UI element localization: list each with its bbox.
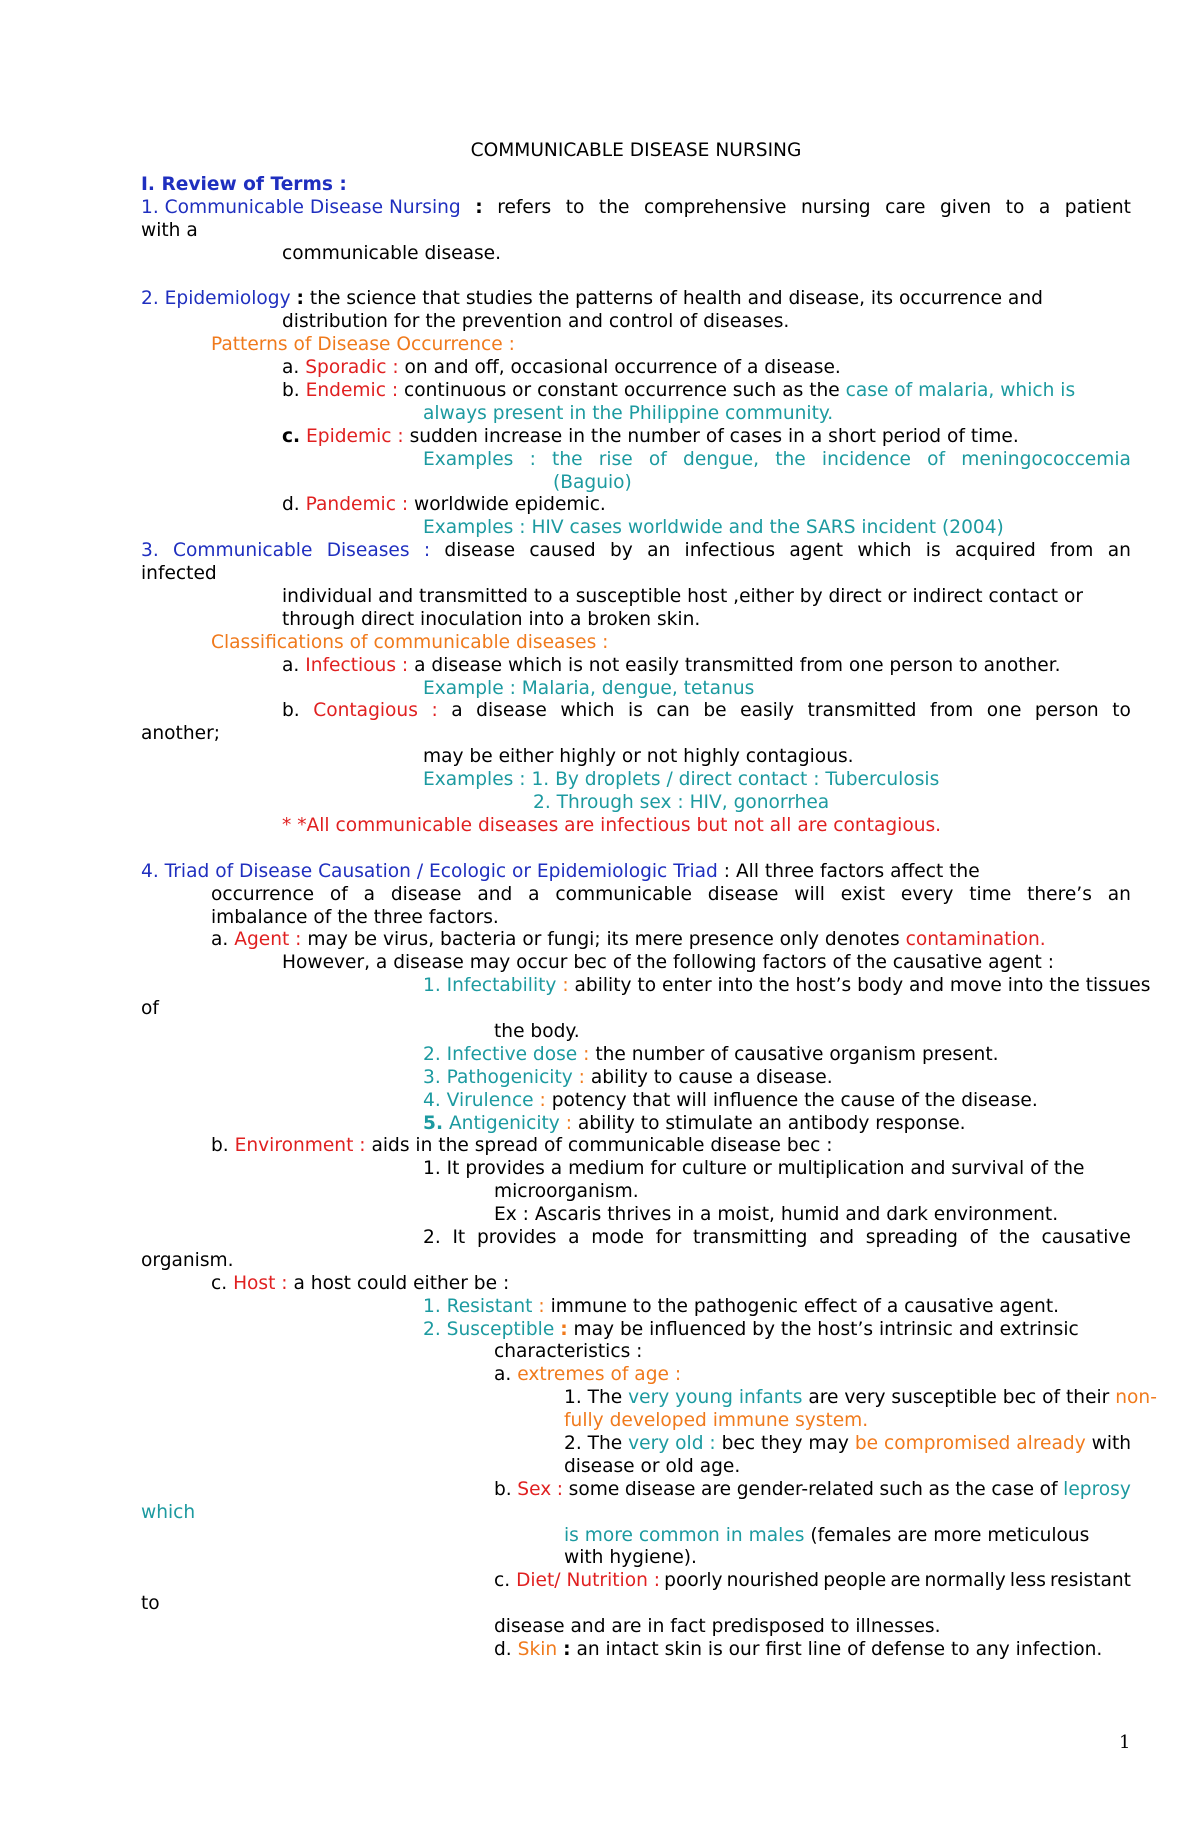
term3-word: caused xyxy=(529,540,596,562)
environment-point-1: 1. It provides a medium for culture or multiplication and survival of the xyxy=(423,1158,1085,1180)
triad-word: an xyxy=(1107,883,1131,905)
env2-word: transmitting xyxy=(692,1226,808,1248)
list-letter: a. xyxy=(211,929,229,951)
contagious-word: is xyxy=(628,700,643,722)
definition: a disease which is not easily transmitted from one person to another. xyxy=(414,654,1061,676)
factor-infective-dose xyxy=(141,1044,1131,1067)
example-word: meningococcemia xyxy=(961,448,1131,470)
term-age: extremes of age : xyxy=(517,1364,682,1386)
pandemic-examples: Examples : HIV cases worldwide and the SARS incident (2004) xyxy=(423,517,1004,539)
note-infectious-contagious: * *All communicable diseases are infectious but not all are contagious. xyxy=(282,814,942,836)
term3-word: by xyxy=(609,540,633,562)
list-letter: b. xyxy=(282,700,300,722)
diet-wrap: to xyxy=(141,1593,160,1615)
env2-word: causative xyxy=(1041,1226,1131,1248)
example-word: the xyxy=(552,448,583,470)
host-colon: : xyxy=(538,1295,545,1317)
text: with xyxy=(1091,1432,1132,1454)
pattern-endemic-continuation: always present in the Philippine community. xyxy=(423,402,834,424)
text: 1. The xyxy=(564,1387,623,1409)
agent-continuation: However, a disease may occur bec of the following factors of the causative agent : xyxy=(282,952,1054,974)
triad-word: there’s xyxy=(1027,883,1092,905)
factor-label: 4. Virulence xyxy=(423,1089,534,1111)
diet-head xyxy=(494,1570,660,1593)
classifications-heading: Classifications of communicable diseases : xyxy=(211,631,609,653)
term2-continuation: distribution for the prevention and control of diseases. xyxy=(282,311,790,333)
list-letter: a. xyxy=(282,357,300,379)
term2-definition: the science that studies the patterns of health and disease, its occurrence and xyxy=(309,288,1043,310)
env2-word: spreading xyxy=(865,1226,958,1248)
env2-word: and xyxy=(819,1226,855,1248)
factor-label: 2. Infective dose xyxy=(423,1043,578,1065)
contagious-word: from xyxy=(929,700,974,722)
contagious-continuation: may be either highly or not highly contagious. xyxy=(423,746,854,768)
term1-word: a xyxy=(1038,196,1051,218)
factor-definition: ability to cause a disease. xyxy=(590,1066,833,1088)
contagious-word: transmitted xyxy=(807,700,917,722)
definition: an intact skin is our first line of defense to any infection. xyxy=(576,1639,1103,1660)
pattern-epidemic xyxy=(141,426,1131,449)
contagious-wrap: another; xyxy=(141,723,220,745)
definition: on and off, occasional occurrence of a disease. xyxy=(404,357,841,379)
factor-definition: the number of causative organism present. xyxy=(595,1043,999,1065)
example-word: Examples xyxy=(423,448,514,470)
epidemic-examples-continuation: (Baguio) xyxy=(553,471,632,493)
triad-word: a xyxy=(363,883,376,905)
diet-continuation: disease and are in fact predisposed to illnesses. xyxy=(494,1616,941,1638)
term-sex-colon: : xyxy=(556,1478,564,1500)
definition: sudden increase in the number of cases in a short period of time. xyxy=(409,425,1019,447)
sex-word: disease xyxy=(624,1478,696,1500)
contagious-examples-2: 2. Through sex : HIV, gonorrhea xyxy=(533,792,830,814)
triad-word: will xyxy=(794,883,825,905)
term-infectious: Infectious : xyxy=(305,654,409,676)
contagious-word: can xyxy=(656,700,690,722)
text: 2. The xyxy=(564,1432,623,1454)
term-contagious: Contagious xyxy=(313,700,418,722)
host-label: 1. Resistant xyxy=(423,1295,533,1317)
example-word: incidence xyxy=(821,448,911,470)
factor-sex xyxy=(141,1479,1131,1502)
environment-example: Ex : Ascaris thrives in a moist, humid and dark environment. xyxy=(494,1204,1059,1226)
list-letter: c. xyxy=(494,1570,511,1592)
factor-definition: ability to enter into the host’s body and move into the tissues xyxy=(574,975,1151,997)
diet-word: nourished xyxy=(726,1570,820,1592)
term3-label-word: Communicable xyxy=(173,540,313,562)
contagious-word: person xyxy=(1034,700,1099,722)
host-resistant xyxy=(141,1296,1131,1319)
triad-word: of xyxy=(329,883,348,905)
example-word: : xyxy=(529,448,536,470)
factor-virulence xyxy=(141,1090,1131,1113)
triad-word: communicable xyxy=(555,883,692,905)
contagious-word: easily xyxy=(740,700,794,722)
env2-word: the xyxy=(999,1226,1030,1248)
diet-word: poorly xyxy=(664,1570,723,1592)
factor-label: 1. Infectability xyxy=(423,975,557,997)
example-word: of xyxy=(927,448,946,470)
term3-word: which xyxy=(857,540,912,562)
triad-word: disease xyxy=(707,883,779,905)
document-title: COMMUNICABLE DISEASE NURSING xyxy=(470,140,802,161)
term-skin-colon: : xyxy=(563,1639,571,1660)
diet-word: are xyxy=(890,1570,921,1592)
term1-word: refers xyxy=(497,196,552,218)
environment-point-2-wrap: organism. xyxy=(141,1249,234,1271)
definition: worldwide epidemic. xyxy=(414,494,606,516)
highlight-contamination: contamination. xyxy=(905,929,1046,951)
diet-word: people xyxy=(823,1570,887,1592)
host-label: 2. Susceptible xyxy=(423,1318,555,1340)
term-sporadic: Sporadic : xyxy=(305,357,399,379)
term-epidemic: Epidemic : xyxy=(306,425,404,447)
env2-word: It xyxy=(452,1226,466,1248)
diet-word: normally xyxy=(924,1570,1006,1592)
triad-agent xyxy=(141,929,1131,952)
term-agent: Agent : xyxy=(234,929,302,951)
factor-colon: : xyxy=(562,975,569,997)
term2-line xyxy=(141,288,1131,311)
pattern-pandemic xyxy=(141,494,1131,517)
age-old xyxy=(141,1433,1131,1456)
sex-word: such xyxy=(879,1478,923,1500)
highlight: is more common in males xyxy=(564,1524,805,1546)
env2-word: of xyxy=(969,1226,988,1248)
definition: aids in the spread of communicable disease bec : xyxy=(371,1135,833,1157)
term1-wrap: with a xyxy=(141,219,198,241)
highlight: very old : xyxy=(628,1432,716,1454)
sex-word: as xyxy=(928,1478,950,1500)
term3-word: disease xyxy=(444,540,516,562)
example-word: the xyxy=(775,448,806,470)
env2-word: for xyxy=(655,1226,682,1248)
sex-word: gender-related xyxy=(736,1478,874,1500)
section-heading-review: I. Review of Terms : xyxy=(141,174,347,195)
diet-word: less xyxy=(1009,1570,1046,1592)
factor-infectability-continuation: the body. xyxy=(494,1020,580,1042)
factor-number: 5. xyxy=(423,1112,444,1134)
definition: may be virus, bacteria or fungi; its mere presence only denotes xyxy=(307,929,900,951)
triad-continuation xyxy=(141,884,1131,907)
document-body xyxy=(141,140,1157,1662)
triad-word: disease xyxy=(390,883,462,905)
contagious-examples-1: Examples : 1. By droplets / direct contact : Tuberculosis xyxy=(423,769,940,791)
highlight: non- xyxy=(1115,1387,1157,1409)
definition: a host could either be : xyxy=(293,1272,510,1294)
class-contagious xyxy=(141,700,1131,723)
term3-word: from xyxy=(1050,540,1094,562)
term-host: Host : xyxy=(233,1272,288,1294)
host-definition: may be influenced by the host’s intrinsic and extrinsic xyxy=(573,1318,1079,1340)
contagious-word: a xyxy=(451,700,463,722)
term1-word: care xyxy=(885,196,926,218)
diet-word: resistant xyxy=(1049,1570,1131,1592)
triad-colon: : xyxy=(723,860,731,882)
environment-point-1-continuation: microorganism. xyxy=(494,1181,639,1203)
triad-word: occurrence xyxy=(211,883,315,905)
term3-word: an xyxy=(1107,540,1131,562)
triad-word: a xyxy=(528,883,540,905)
text: (females are more meticulous xyxy=(810,1524,1090,1546)
term3-label-word: 3. xyxy=(141,540,159,562)
page-number: 1 xyxy=(1119,1732,1131,1753)
term1-continuation: communicable disease. xyxy=(282,242,502,264)
text: bec they may xyxy=(721,1432,849,1454)
sex-word: are xyxy=(701,1478,732,1500)
pattern-endemic xyxy=(141,380,1131,403)
example-word: of xyxy=(648,448,667,470)
triad-environment xyxy=(141,1135,1131,1158)
list-letter: a. xyxy=(494,1364,512,1386)
factor-colon: : xyxy=(583,1043,590,1065)
term-contagious-colon: : xyxy=(431,700,438,722)
term-diet: Diet/ Nutrition : xyxy=(516,1570,661,1592)
host-definition: immune to the pathogenic effect of a causative agent. xyxy=(550,1295,1060,1317)
infectious-example: Example : Malaria, dengue, tetanus xyxy=(423,677,755,699)
environment-point-2 xyxy=(141,1227,1131,1250)
term1-word: nursing xyxy=(800,196,871,218)
list-letter: b. xyxy=(211,1135,229,1157)
triad-word: and xyxy=(477,883,513,905)
epidemic-examples xyxy=(141,449,1131,472)
triad-host xyxy=(141,1273,1131,1296)
term3-word: acquired xyxy=(954,540,1036,562)
highlight: case of malaria, which is xyxy=(845,380,1076,402)
text: are very susceptible bec of their xyxy=(808,1387,1110,1409)
term1-word: given xyxy=(939,196,992,218)
factor-diet xyxy=(141,1570,1131,1593)
contagious-word: one xyxy=(986,700,1022,722)
contagious-word: which xyxy=(560,700,615,722)
factor-definition: ability to stimulate an antibody response. xyxy=(577,1112,966,1134)
class-infectious xyxy=(141,655,1131,678)
highlight: very young infants xyxy=(628,1387,803,1409)
patterns-heading: Patterns of Disease Occurrence : xyxy=(211,334,515,356)
factor-colon: : xyxy=(565,1112,572,1134)
list-letter: d. xyxy=(282,494,300,516)
sex-continuation-2: with hygiene). xyxy=(564,1547,697,1569)
term3-word: infectious xyxy=(684,540,776,562)
env2-word: a xyxy=(568,1226,580,1248)
term1-label: 1. Communicable Disease Nursing xyxy=(141,196,461,218)
term-skin: Skin xyxy=(517,1639,558,1660)
example-word: rise xyxy=(598,448,633,470)
sex-word: case xyxy=(991,1478,1035,1500)
host-susceptible xyxy=(141,1319,1131,1342)
triad-label: 4. Triad of Disease Causation / Ecologic or Epidemiologic Triad xyxy=(141,860,718,882)
term1-word: comprehensive xyxy=(643,196,787,218)
term-environment: Environment : xyxy=(234,1135,366,1157)
term3-continuation: individual and transmitted to a susceptible host ,either by direct or indirect contact or xyxy=(282,586,1084,608)
list-letter: b. xyxy=(282,380,300,402)
contagious-word: disease xyxy=(476,700,547,722)
definition: continuous or constant occurrence such as the xyxy=(404,380,840,402)
highlight-leprosy: leprosy xyxy=(1063,1478,1131,1500)
factor-definition: potency that will influence the cause of the disease. xyxy=(551,1089,1038,1111)
term1-word: patient xyxy=(1064,196,1131,218)
term1-word: to xyxy=(1005,196,1025,218)
term3-wrap: infected xyxy=(141,563,217,585)
term2-colon: : xyxy=(296,288,304,310)
sex-word: the xyxy=(955,1478,986,1500)
term3-word: agent xyxy=(789,540,844,562)
env2-word: provides xyxy=(476,1226,557,1248)
age-infants-continuation: fully developed immune system. xyxy=(564,1410,869,1432)
list-letter: b. xyxy=(494,1478,512,1500)
list-letter: d. xyxy=(494,1639,512,1660)
term3-word: : xyxy=(423,540,431,562)
list-letter: c. xyxy=(211,1272,228,1294)
factor-label: 3. Pathogenicity xyxy=(423,1066,573,1088)
sex-word: of xyxy=(1039,1478,1058,1500)
factor-pathogenicity xyxy=(141,1067,1131,1090)
highlight: be compromised already xyxy=(854,1432,1086,1454)
triad-continuation-2: imbalance of the three factors. xyxy=(211,906,499,928)
triad-word: every xyxy=(900,883,954,905)
term3-label-word: Diseases xyxy=(326,540,410,562)
term-sex: Sex xyxy=(517,1478,552,1500)
host-susceptible-continuation: characteristics : xyxy=(494,1341,643,1363)
pattern-sporadic xyxy=(141,357,1131,380)
triad-word: exist xyxy=(840,883,886,905)
triad-line xyxy=(141,861,1131,884)
contagious-word: be xyxy=(703,700,727,722)
term1-line xyxy=(141,197,1131,220)
factor-age xyxy=(141,1364,1131,1387)
age-infants xyxy=(141,1387,1157,1410)
factor-antigenicity xyxy=(141,1113,1131,1136)
triad-definition: All three factors affect the xyxy=(735,860,980,882)
age-old-continuation: disease or old age. xyxy=(564,1455,741,1477)
term3-line xyxy=(141,540,1131,563)
list-letter: a. xyxy=(282,654,300,676)
term3-word: an xyxy=(647,540,671,562)
sex-continuation xyxy=(141,1525,1131,1548)
factor-skin xyxy=(141,1639,1131,1662)
example-word: dengue, xyxy=(683,448,759,470)
env2-word: 2. xyxy=(423,1226,441,1248)
contagious-word: to xyxy=(1112,700,1131,722)
factor-label: Antigenicity xyxy=(448,1112,560,1134)
sex-word: some xyxy=(568,1478,620,1500)
term3-word: is xyxy=(925,540,941,562)
env2-word: mode xyxy=(591,1226,644,1248)
term3-continuation: through direct inoculation into a broken skin. xyxy=(282,608,701,630)
factor-infectability xyxy=(141,975,1151,998)
term1-word: the xyxy=(598,196,630,218)
term1-colon: : xyxy=(475,196,483,218)
triad-word: time xyxy=(969,883,1012,905)
factor-colon: : xyxy=(578,1066,585,1088)
sex-wrap: which xyxy=(141,1501,196,1523)
term2-label: 2. Epidemiology xyxy=(141,288,291,310)
factor-infectability-wrap: of xyxy=(141,998,159,1020)
list-letter: c. xyxy=(282,425,301,447)
factor-colon: : xyxy=(539,1089,546,1111)
term1-word: to xyxy=(565,196,585,218)
host-colon: : xyxy=(560,1318,568,1340)
term-endemic: Endemic : xyxy=(305,380,399,402)
term-pandemic: Pandemic : xyxy=(305,494,409,516)
